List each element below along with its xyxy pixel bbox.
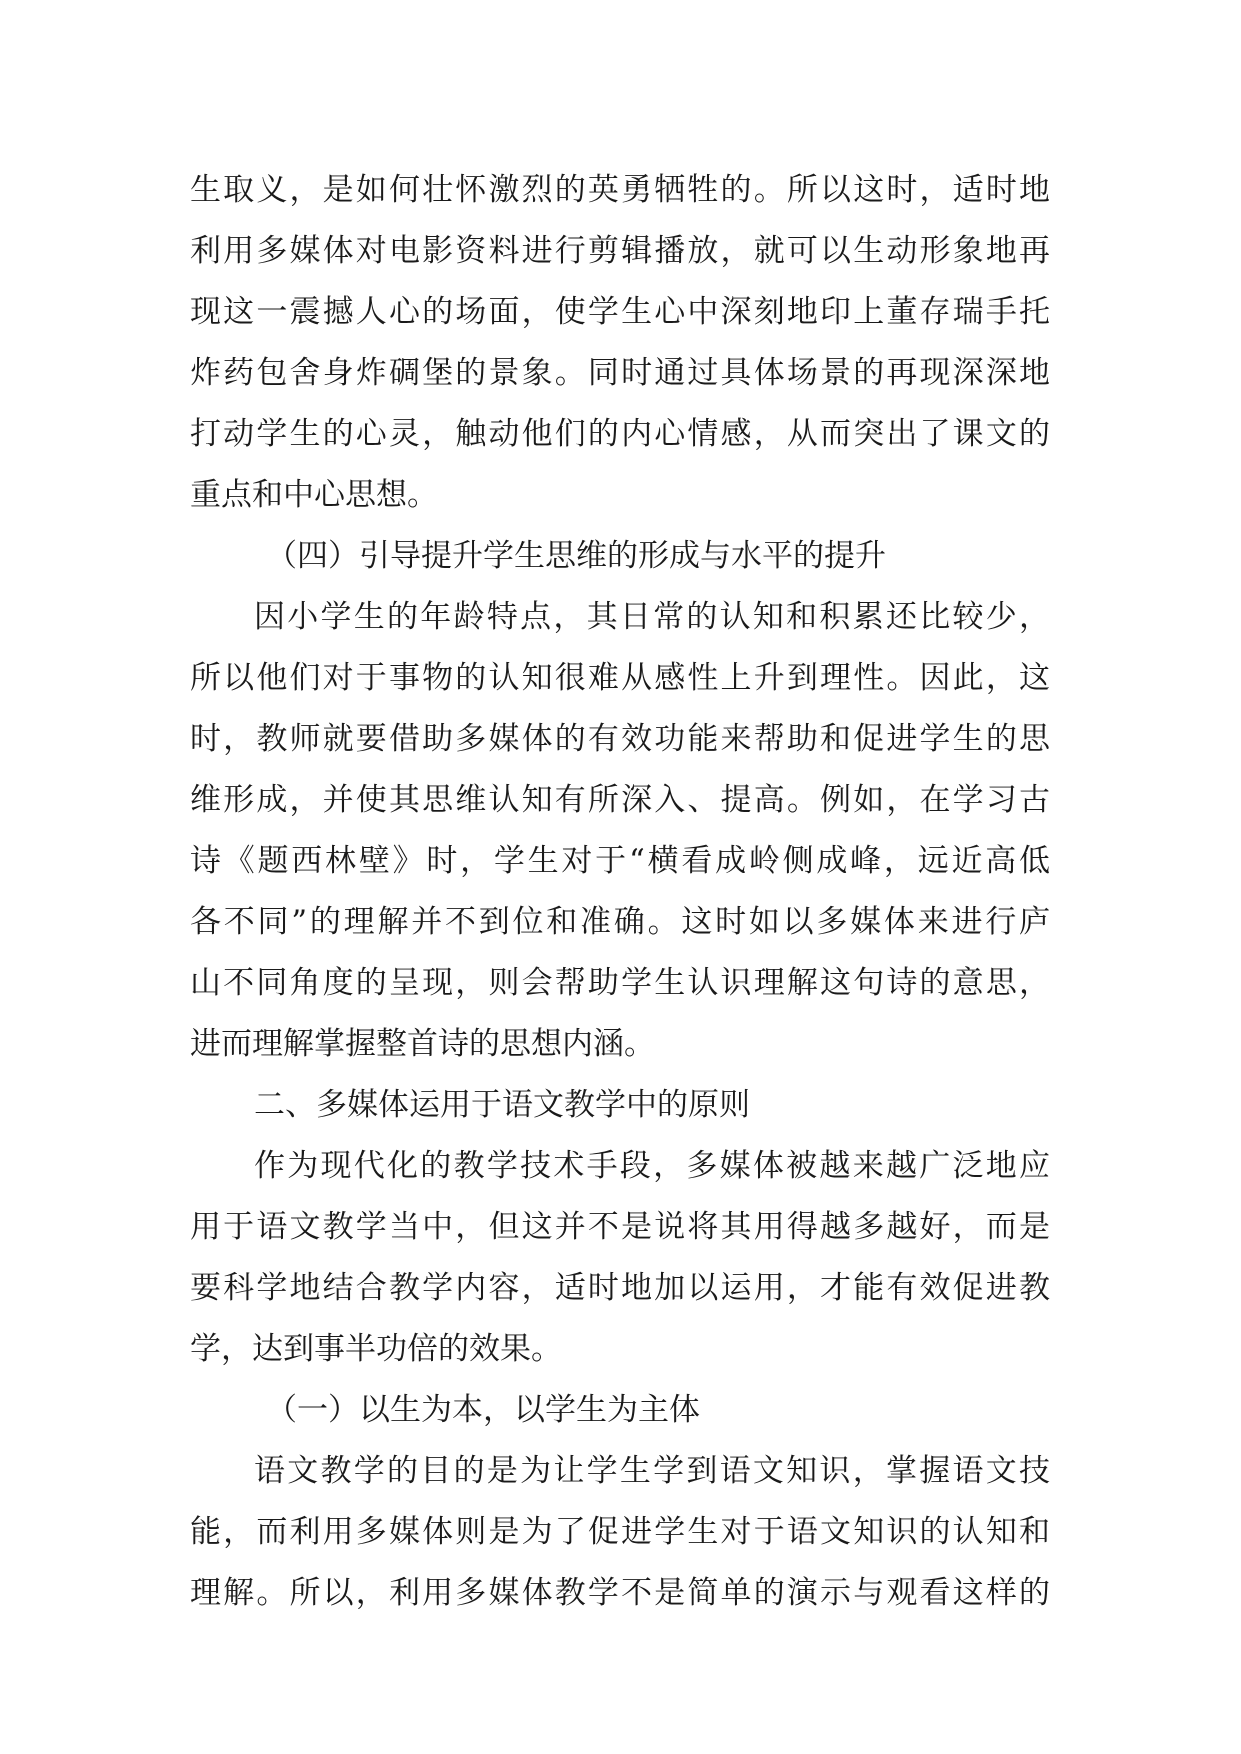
paragraph-end-line	[190, 1014, 1050, 1075]
section-subheading	[190, 1380, 1050, 1441]
section-subheading	[190, 526, 1050, 587]
body-line	[190, 648, 1050, 709]
line-text: 生取义，是如何壮怀激烈的英勇牺牲的。所以这时，适时地	[190, 172, 1050, 208]
body-line	[190, 953, 1050, 1014]
line-text: 重点和中心思想。	[190, 477, 438, 513]
body-line	[190, 831, 1050, 892]
body-line	[190, 892, 1050, 953]
body-line	[190, 282, 1050, 343]
paragraph-first-line	[190, 1136, 1050, 1197]
line-text: 作为现代化的教学技术手段，多媒体被越来越广泛地应	[254, 1148, 1050, 1184]
paragraph-first-line	[190, 587, 1050, 648]
section-heading	[190, 1075, 1050, 1136]
line-text: 要科学地结合教学内容，适时地加以运用，才能有效促进教	[190, 1270, 1050, 1306]
line-text: 理解。所以，利用多媒体教学不是简单的演示与观看这样的	[190, 1575, 1050, 1611]
body-line	[190, 1563, 1050, 1624]
subheading-text: （四）引导提升学生思维的形成与水平的提升	[266, 538, 886, 574]
subheading-text: （一）以生为本，以学生为主体	[266, 1392, 700, 1428]
paragraph-first-line	[190, 1441, 1050, 1502]
line-text: 所以他们对于事物的认知很难从感性上升到理性。因此，这	[190, 660, 1050, 696]
line-text: 维形成，并使其思维认知有所深入、提高。例如，在学习古	[190, 782, 1050, 818]
line-text: 利用多媒体对电影资料进行剪辑播放，就可以生动形象地再	[190, 233, 1050, 269]
line-text: 现这一震撼人心的场面，使学生心中深刻地印上董存瑞手托	[190, 294, 1050, 330]
document-page	[190, 160, 1050, 1624]
line-text: 能，而利用多媒体则是为了促进学生对于语文知识的认知和	[190, 1514, 1050, 1550]
body-line	[190, 404, 1050, 465]
line-text: 诗《题西林壁》时，学生对于“横看成岭侧成峰，远近高低	[190, 843, 1050, 879]
body-line	[190, 1258, 1050, 1319]
paragraph-end-line	[190, 1319, 1050, 1380]
line-text: 山不同角度的呈现，则会帮助学生认识理解这句诗的意思，	[190, 965, 1050, 1001]
body-line	[190, 343, 1050, 404]
paragraph-end-line	[190, 465, 1050, 526]
body-line	[190, 1502, 1050, 1563]
body-line	[190, 709, 1050, 770]
line-text: 进而理解掌握整首诗的思想内涵。	[190, 1026, 655, 1062]
body-line	[190, 160, 1050, 221]
line-text: 用于语文教学当中，但这并不是说将其用得越多越好，而是	[190, 1209, 1050, 1245]
heading-text: 二、多媒体运用于语文教学中的原则	[254, 1087, 750, 1123]
body-line	[190, 770, 1050, 831]
line-text: 炸药包舍身炸碉堡的景象。同时通过具体场景的再现深深地	[190, 355, 1050, 391]
line-text: 因小学生的年龄特点，其日常的认知和积累还比较少，	[254, 599, 1050, 635]
line-text: 各不同”的理解并不到位和准确。这时如以多媒体来进行庐	[190, 904, 1050, 940]
line-text: 打动学生的心灵，触动他们的内心情感，从而突出了课文的	[190, 416, 1050, 452]
body-line	[190, 1197, 1050, 1258]
line-text: 语文教学的目的是为让学生学到语文知识，掌握语文技	[254, 1453, 1050, 1489]
line-text: 时，教师就要借助多媒体的有效功能来帮助和促进学生的思	[190, 721, 1050, 757]
line-text: 学，达到事半功倍的效果。	[190, 1331, 562, 1367]
body-line	[190, 221, 1050, 282]
